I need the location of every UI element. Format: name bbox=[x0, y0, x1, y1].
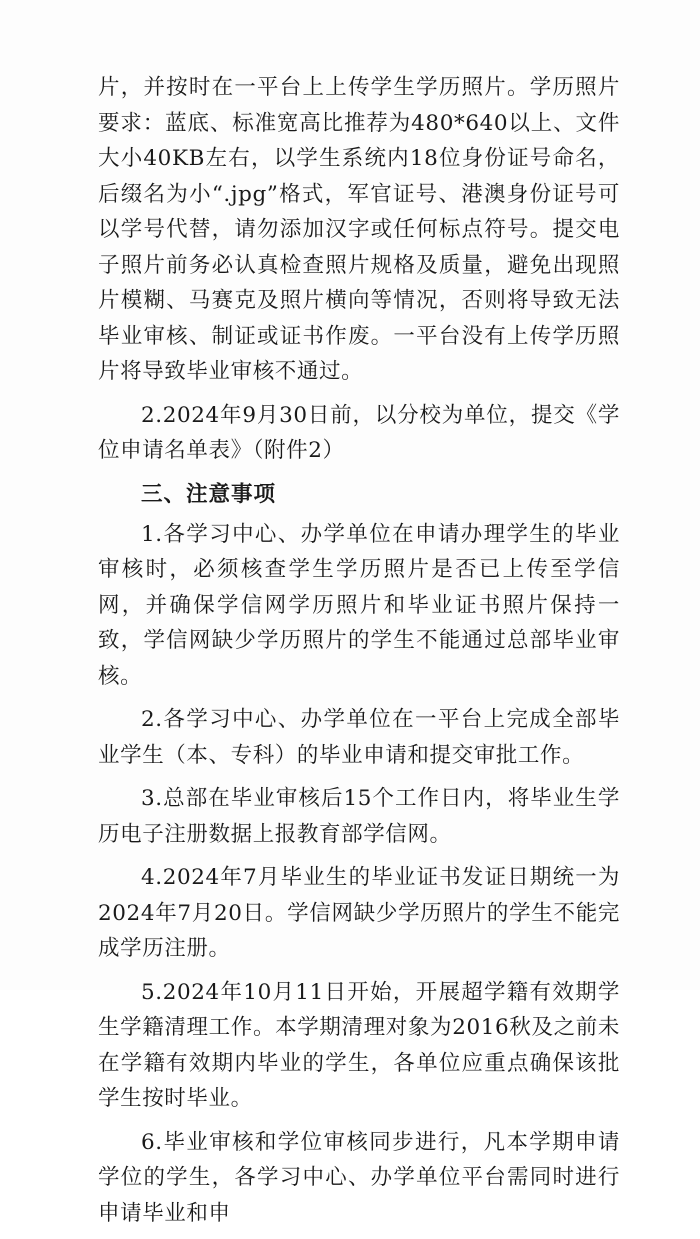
paragraph-photo-requirements: 片，并按时在一平台上上传学生学历照片。学历照片要求：蓝底、标准宽高比推荐为480*640以上、文件大小40KB左右，以学生系统内18位身份证号命名，后缀名为小“.jpg”格式，军官证号、港澳身份证号可以学号代替，请勿添加汉字或任何标点符号。提交电子照片前务必认真检查照片规格及质量，避免出现照片模糊、马赛克及照片横向等情况，否则将导致无法毕业审核、制证或证书作废。一平台没有上传学历照片将导致毕业审核不通过。 bbox=[98, 75, 620, 384]
section-heading-notes: 三、注意事项 bbox=[141, 481, 277, 507]
note-item-4: 4.2024年7月毕业生的毕业证书发证日期统一为2024年7月20日。学信网缺少学历照片的学生不能完成学历注册。 bbox=[98, 865, 620, 961]
note-item-1: 1.各学习中心、办学单位在申请办理学生的毕业审核时，必须核查学生学历照片是否已上传至学信网，并确保学信网学历照片和毕业证书照片保持一致，学信网缺少学历照片的学生不能通过总部毕业审核。 bbox=[98, 521, 620, 689]
note-item-5: 5.2024年10月11日开始，开展超学籍有效期学生学籍清理工作。本学期清理对象为2016秋及之前未在学籍有效期内毕业的学生，各单位应重点确保该批学生按时毕业。 bbox=[98, 979, 620, 1111]
document-body bbox=[98, 70, 620, 1239]
paragraph-degree-application-deadline: 2.2024年9月30日前，以分校为单位，提交《学位申请名单表》（附件2） bbox=[98, 402, 620, 463]
note-item-6: 6.毕业审核和学位审核同步进行，凡本学期申请学位的学生，各学习中心、办学单位平台需同时进行申请毕业和申 bbox=[98, 1129, 620, 1226]
note-item-3: 3.总部在毕业审核后15个工作日内，将毕业生学历电子注册数据上报教育部学信网。 bbox=[98, 786, 620, 847]
note-item-2: 2.各学习中心、办学单位在一平台上完成全部毕业学生（本、专科）的毕业申请和提交审批工作。 bbox=[98, 707, 620, 768]
